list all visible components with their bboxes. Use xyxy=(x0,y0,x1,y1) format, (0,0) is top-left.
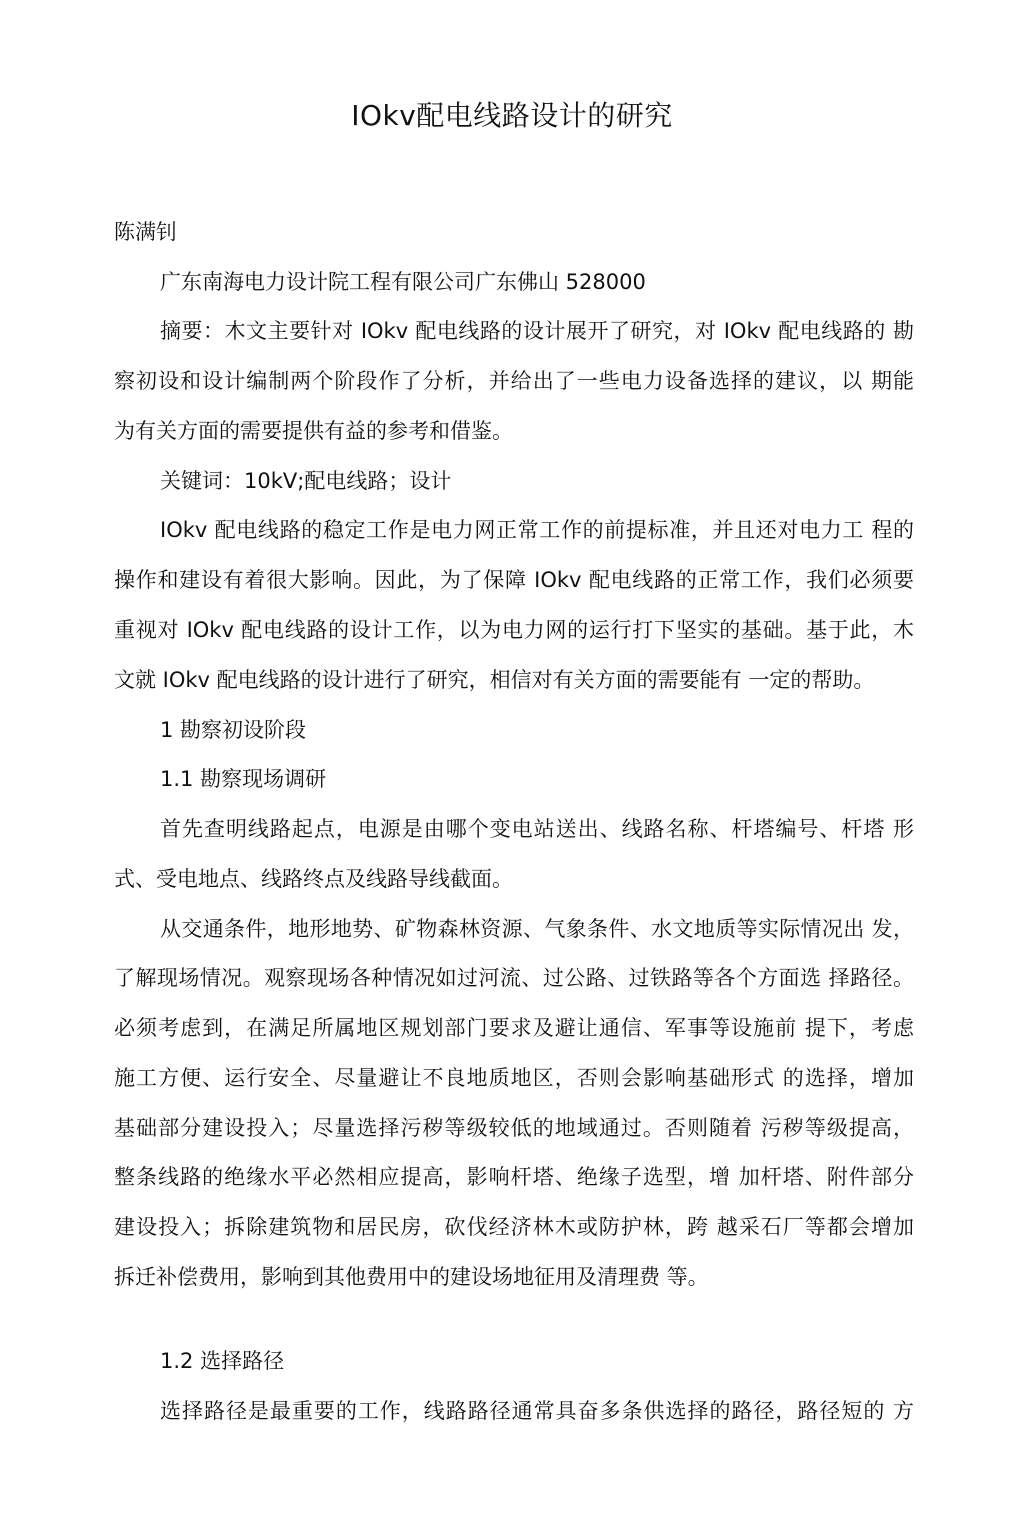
affiliation-line: 广东南海电力设计院工程有限公司广东佛山 528000 xyxy=(160,270,646,294)
subsection-heading: 1.2 选择路径 xyxy=(160,1349,285,1373)
body-line: 重视对 IOkv 配电线路的设计工作，以为电力网的运行打下坚实的基础。基于此，木 xyxy=(114,618,914,642)
author-name: 陈满钊 xyxy=(114,220,177,244)
body-line: 必须考虑到，在满足所属地区规划部门要求及避让通信、军事等设施前 提下，考虑 xyxy=(114,1016,914,1040)
section-heading: 1 勘察初设阶段 xyxy=(160,718,307,742)
body-line: 建设投入；拆除建筑物和居民房，砍伐经济林木或防护林，跨 越采石厂等都会增加 xyxy=(114,1215,914,1239)
keywords-line: 关键词：10kV;配电线路；设计 xyxy=(160,469,452,493)
body-line: IOkv 配电线路的稳定工作是电力网正常工作的前提标准，并且还对电力工 程的 xyxy=(160,518,914,542)
abstract-line: 察初设和设计编制两个阶段作了分析，并给出了一些电力设备选择的建议，以 期能 xyxy=(114,369,914,393)
body-line: 选择路径是最重要的工作，线路路径通常具奋多条供选择的路径，路径短的 方 xyxy=(160,1399,914,1423)
body-line: 从交通条件，地形地势、矿物森林资源、气象条件、水文地质等实际情况出 发， xyxy=(160,917,914,941)
body-line: 文就 IOkv 配电线路的设计进行了研究，相信对有关方面的需要能有 一定的帮助。 xyxy=(114,668,875,692)
body-line: 操作和建设有着很大影响。因此，为了保障 IOkv 配电线路的正常工作，我们必须要 xyxy=(114,568,914,592)
body-line: 首先查明线路起点，电源是由哪个变电站送出、线路名称、杆塔编号、杆塔 形 xyxy=(160,817,914,841)
body-line: 整条线路的绝缘水平必然相应提高，影响杆塔、绝缘子选型，增 加杆塔、附件部分 xyxy=(114,1165,914,1189)
body-line: 式、受电地点、线路终点及线路导线截面。 xyxy=(114,867,513,891)
document-title: IOkv配电线路设计的研究 xyxy=(351,99,673,132)
body-line: 基础部分建设投入；尽量选择污秽等级较低的地域通过。否则随着 污秽等级提高， xyxy=(114,1116,914,1140)
body-line: 拆迁补偿费用，影响到其他费用中的建设场地征用及清理费 等。 xyxy=(114,1265,709,1289)
abstract-line: 摘要：木文主要针对 IOkv 配电线路的设计展开了研究，对 IOkv 配电线路的 勘 xyxy=(160,319,914,343)
abstract-line: 为有关方面的需要提供有益的参考和借鉴。 xyxy=(114,419,513,443)
subsection-heading: 1.1 勘察现场调研 xyxy=(160,767,327,791)
body-line: 施工方便、运行安全、尽量避让不良地质地区，否则会影响基础形式 的选择，增加 xyxy=(114,1066,914,1090)
body-line: 了解现场情况。观察现场各种情况如过河流、过公路、过铁路等各个方面选 择路径。 xyxy=(114,966,914,990)
